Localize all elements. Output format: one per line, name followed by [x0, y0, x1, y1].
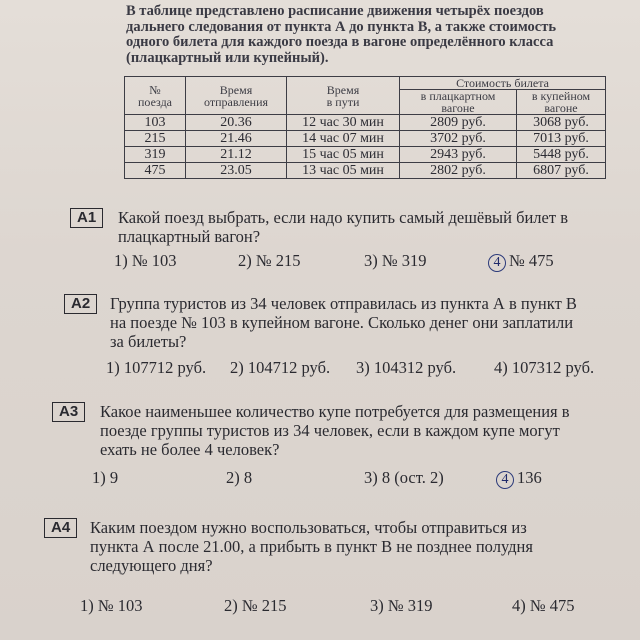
header-train-number — [125, 77, 186, 115]
option-number: 1) — [80, 596, 94, 615]
option-number: 3) — [370, 596, 384, 615]
cell-kupe: 7013 руб. — [517, 131, 606, 147]
option-number: 1) — [114, 251, 128, 270]
question-line: на поезде № 103 в купейном вагоне. Сколько денег они заплатили — [110, 313, 574, 332]
option-text: № 475 — [509, 251, 554, 270]
option-number: 4) — [512, 596, 526, 615]
answer-option-2[interactable] — [238, 251, 301, 270]
header-text: в плацкартном — [420, 89, 496, 103]
answer-option-3[interactable] — [370, 596, 433, 615]
header-kupe — [517, 90, 606, 115]
option-number: 3) — [364, 468, 378, 487]
cell-departure: 23.05 — [186, 163, 287, 179]
option-text: 107312 руб. — [511, 358, 595, 377]
question-tag: A2 — [64, 294, 97, 314]
schedule-table — [124, 76, 606, 179]
table-row — [125, 115, 606, 131]
question-line: следующего дня? — [90, 556, 213, 575]
answer-option-2[interactable] — [230, 358, 330, 377]
question-tag: A1 — [70, 208, 103, 228]
table-row — [125, 147, 606, 163]
question-line: пункта А после 21.00, а прибыть в пункт В не позднее полудня — [90, 537, 533, 556]
question-text — [110, 294, 577, 351]
cell-travel: 14 час 07 мин — [287, 131, 400, 147]
header-text: Время — [219, 82, 253, 97]
header-platzkart — [400, 90, 517, 115]
header-text: отправления — [203, 94, 269, 109]
question-line: Какой поезд выбрать, если надо купить самый дешёвый билет в — [118, 208, 568, 227]
option-text: 8 — [243, 468, 253, 487]
cell-departure: 21.46 — [186, 131, 287, 147]
option-text: № 475 — [529, 596, 575, 615]
question-text — [100, 402, 570, 459]
option-text: 9 — [109, 468, 119, 487]
cell-platzkart: 2809 руб. — [400, 115, 517, 131]
header-departure-time — [186, 77, 287, 115]
question-tag: A4 — [44, 518, 77, 538]
option-text: 136 — [517, 468, 542, 487]
option-text: № 319 — [381, 251, 427, 270]
question-line: Группа туристов из 34 человек отправилась из пункта А в пункт В — [110, 294, 577, 313]
header-text: № — [149, 82, 161, 97]
question-line: ехать не более 4 человек? — [100, 440, 280, 459]
question-text — [90, 518, 533, 575]
option-text: № 215 — [255, 251, 301, 270]
question-line: Какое наименьшее количество купе потребуется для размещения в — [100, 402, 570, 421]
header-text: вагоне — [544, 101, 578, 115]
cell-departure: 21.12 — [186, 147, 287, 163]
cell-travel: 15 час 05 мин — [287, 147, 400, 163]
option-number: 3) — [364, 251, 378, 270]
answer-option-4[interactable] — [496, 468, 542, 489]
cell-num: 215 — [125, 131, 186, 147]
cell-platzkart: 2802 руб. — [400, 163, 517, 179]
option-text: 104712 руб. — [247, 358, 331, 377]
answer-option-1[interactable] — [80, 596, 143, 615]
question-line: Каким поездом нужно воспользоваться, чтобы отправиться из — [90, 518, 527, 537]
option-number: 3) — [356, 358, 370, 377]
option-text: 8 (ост. 2) — [381, 468, 444, 487]
header-text: в пути — [326, 94, 360, 109]
answer-option-1[interactable] — [106, 358, 206, 377]
header-text: Время — [326, 82, 360, 97]
header-text: поезда — [138, 94, 172, 109]
answer-option-3[interactable] — [364, 468, 444, 487]
question-text — [118, 208, 568, 246]
answer-option-3[interactable] — [356, 358, 456, 377]
header-travel-time — [287, 77, 400, 115]
cell-num: 475 — [125, 163, 186, 179]
option-text: 107712 руб. — [123, 358, 207, 377]
answer-option-3[interactable] — [364, 251, 427, 270]
intro-line: (плацкартный или купейный). — [126, 49, 329, 66]
answer-option-2[interactable] — [226, 468, 252, 487]
header-ticket-cost: Стоимость билета — [400, 77, 606, 90]
option-number: 2) — [230, 358, 244, 377]
answer-option-4[interactable] — [512, 596, 575, 615]
cell-travel: 13 час 05 мин — [287, 163, 400, 179]
question-line: поезде группы туристов из 34 человек, если в каждом купе могут — [100, 421, 560, 440]
option-text: № 319 — [387, 596, 433, 615]
option-text: № 103 — [131, 251, 177, 270]
option-text: № 215 — [241, 596, 287, 615]
intro-line: В таблице представлено расписание движения четырёх поездов — [126, 3, 544, 19]
option-text: 104312 руб. — [373, 358, 457, 377]
circled-mark-icon: 4 — [488, 254, 506, 272]
option-text: № 103 — [97, 596, 143, 615]
answer-option-1[interactable] — [92, 468, 118, 487]
cell-departure: 20.36 — [186, 115, 287, 131]
cell-kupe: 6807 руб. — [517, 163, 606, 179]
question-line: за билеты? — [110, 332, 187, 351]
cell-num: 319 — [125, 147, 186, 163]
header-text: вагоне — [441, 101, 475, 115]
cell-kupe: 5448 руб. — [517, 147, 606, 163]
cell-platzkart: 2943 руб. — [400, 147, 517, 163]
intro-paragraph — [126, 4, 606, 66]
cell-platzkart: 3702 руб. — [400, 131, 517, 147]
answer-option-2[interactable] — [224, 596, 287, 615]
table-row — [125, 131, 606, 147]
circled-mark-icon: 4 — [496, 471, 514, 489]
table-row — [125, 163, 606, 179]
answer-option-1[interactable] — [114, 251, 177, 270]
option-number: 2) — [224, 596, 238, 615]
cell-travel: 12 час 30 мин — [287, 115, 400, 131]
intro-line: дальнего следования от пункта А до пункта В, а также стоимость — [126, 18, 557, 35]
header-text: в купейном — [531, 89, 591, 103]
option-number: 4) — [494, 358, 508, 377]
answer-option-4[interactable] — [494, 358, 594, 377]
intro-line: одного билета для каждого поезда в вагоне определённого класса — [126, 34, 554, 50]
option-number: 2) — [238, 251, 252, 270]
cell-num: 103 — [125, 115, 186, 131]
question-line: плацкартный вагон? — [118, 227, 261, 246]
cell-kupe: 3068 руб. — [517, 115, 606, 131]
option-number: 1) — [92, 468, 106, 487]
question-tag: A3 — [52, 402, 85, 422]
option-number: 2) — [226, 468, 240, 487]
option-number: 1) — [106, 358, 120, 377]
answer-option-4[interactable] — [488, 251, 554, 272]
